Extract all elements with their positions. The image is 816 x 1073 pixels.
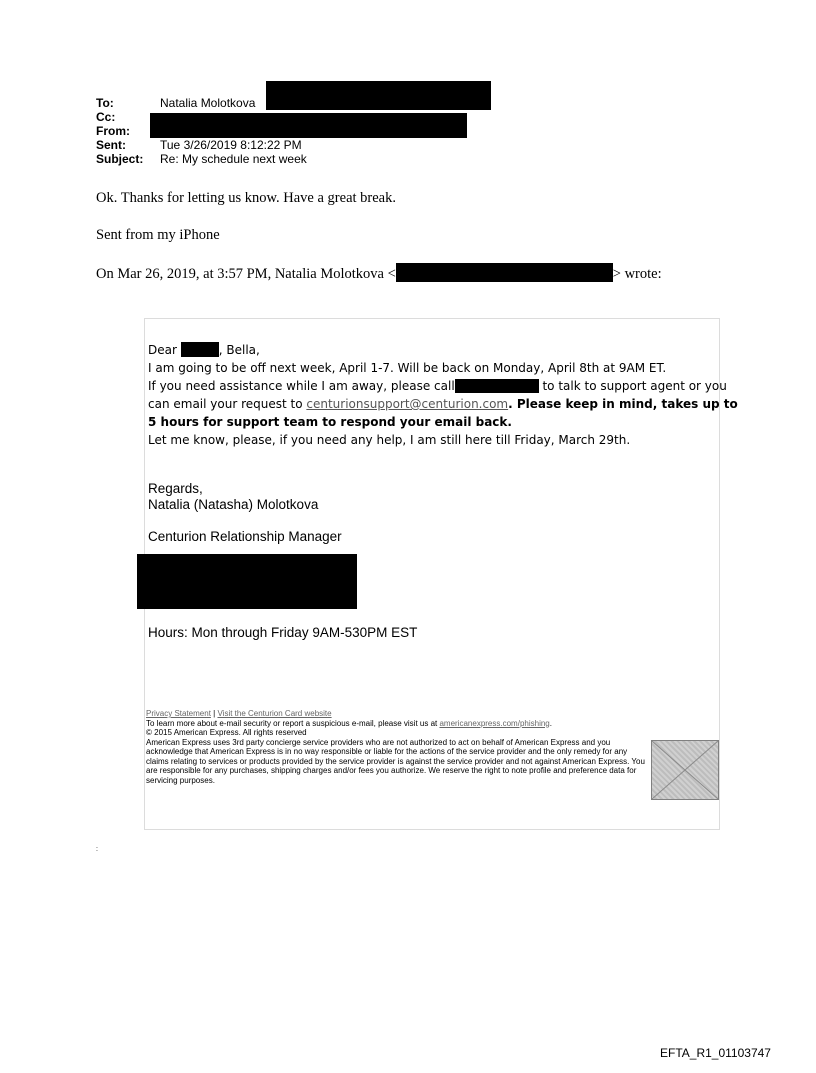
bates-number: EFTA_R1_01103747 [660, 1046, 771, 1060]
cc-label: Cc: [96, 110, 116, 124]
privacy-link[interactable]: Privacy Statement [146, 709, 211, 718]
security-end: . [549, 718, 552, 728]
support-email-link[interactable]: centurionsupport@centurion.com [306, 397, 509, 411]
quoted-line-1: I am going to be off next week, April 1-7. Will be back on Monday, April 8th at 9AM ET. [148, 361, 667, 375]
redaction-signature-block [137, 554, 357, 609]
to-label: To: [96, 96, 114, 110]
disclaimer: American Express uses 3rd party concierge service providers who are not authorized to act on behalf of American Express and you acknowledge that American Express is in no way responsible or liable for the actions of the service provider and the only remedy for any claims relating to services or products provided by the service provider is against the service provider and not against American Express. You are responsible for any purchases, shipping charges and/or fees you authorize. We reserve the right to note profile and preference data for servicing purposes. [146, 737, 645, 785]
redaction-email [396, 263, 613, 282]
security-line [146, 719, 646, 729]
copyright: © 2015 American Express. All rights reserved [146, 728, 307, 737]
greeting-end: , Bella, [218, 343, 260, 357]
quoted-line-4: 5 hours for support team to respond your email back. [148, 415, 512, 429]
site-link[interactable]: Visit the Centurion Card website [217, 709, 332, 718]
regards: Regards, [148, 481, 203, 496]
hours: Hours: Mon through Friday 9AM-530PM EST [148, 625, 418, 640]
redaction-name [181, 342, 219, 357]
quoted-line-2 [148, 377, 727, 395]
security-text: To learn more about e-mail security or report a suspicious e-mail, please visit us at [146, 718, 440, 728]
sent-label: Sent: [96, 138, 126, 152]
subject-value: Re: My schedule next week [160, 152, 307, 166]
attribution-end: > wrote: [612, 266, 662, 282]
quoted-line-3-start: can email your request to [148, 397, 307, 411]
quoted-line-3-bold: . Please keep in mind, takes up to [508, 397, 738, 411]
sent-value: Tue 3/26/2019 8:12:22 PM [160, 138, 302, 152]
redaction-phone [455, 379, 539, 393]
sender-name: Natalia (Natasha) Molotkova [148, 497, 319, 512]
phishing-link[interactable]: americanexpress.com/phishing [439, 718, 550, 728]
sender-title: Centurion Relationship Manager [148, 529, 342, 544]
reply-line-1: Ok. Thanks for letting us know. Have a great break. [96, 190, 396, 206]
link-separator: | [213, 709, 216, 718]
quoted-line-5: Let me know, please, if you need any help, I am still here till Friday, March 29th. [148, 433, 631, 447]
from-label: From: [96, 124, 130, 138]
quoted-line-3 [148, 395, 738, 413]
greeting [148, 341, 718, 359]
quoted-body [148, 341, 738, 449]
reply-attribution [96, 263, 662, 283]
broken-image-icon [652, 741, 718, 799]
greeting-start: Dear [148, 343, 177, 357]
footer-links [146, 709, 646, 719]
quoted-line-2-end: to talk to support agent or you [538, 379, 727, 393]
subject-label: Subject: [96, 152, 144, 166]
attribution-start: On Mar 26, 2019, at 3:57 PM, Natalia Molotkova < [96, 266, 396, 282]
page-mark: : [96, 846, 98, 853]
redaction-to [266, 81, 491, 110]
quoted-line-2-start: If you need assistance while I am away, please call [148, 379, 455, 393]
reply-signature: Sent from my iPhone [96, 227, 220, 243]
footer [146, 709, 646, 785]
to-value: Natalia Molotkova [160, 96, 256, 110]
redaction-from [150, 113, 467, 138]
broken-image-placeholder [651, 740, 719, 800]
